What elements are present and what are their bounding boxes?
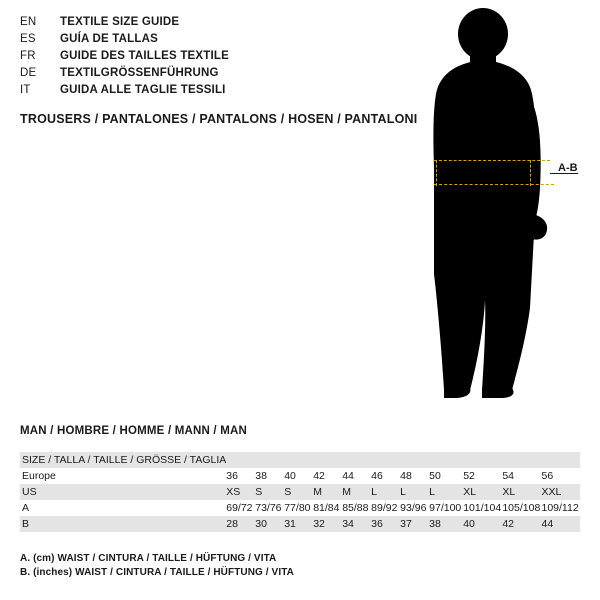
cell: 85/88 <box>342 502 369 514</box>
cell: XL <box>463 486 477 498</box>
cell: 36 <box>371 518 383 530</box>
waist-measure-tick-right <box>530 160 531 186</box>
cell <box>400 452 429 468</box>
cell: 50 <box>429 470 441 482</box>
table-row <box>20 516 580 532</box>
cell: 109/112 <box>541 502 579 514</box>
cell: 97/100 <box>429 502 462 514</box>
cell: 105/108 <box>502 502 541 514</box>
waist-measure-label: A-B <box>558 162 578 174</box>
footnotes <box>20 552 294 580</box>
cell: 37 <box>400 518 412 530</box>
cell: 34 <box>342 518 354 530</box>
cell: 52 <box>463 470 475 482</box>
cell: L <box>429 486 435 498</box>
cell: 93/96 <box>400 502 427 514</box>
language-text: TEXTILE SIZE GUIDE <box>60 16 180 28</box>
cell: 48 <box>400 470 412 482</box>
figure-illustration <box>400 8 600 408</box>
cell: L <box>400 486 406 498</box>
cell: 44 <box>342 470 354 482</box>
cell: 38 <box>429 518 441 530</box>
language-code: DE <box>20 67 37 79</box>
cell <box>284 452 313 468</box>
cell <box>255 452 284 468</box>
waist-measure-line-lower <box>434 184 554 185</box>
language-text: GUIDE DES TAILLES TEXTILE <box>60 50 229 62</box>
cell: 28 <box>226 518 238 530</box>
trousers-section-title: TROUSERS / PANTALONES / PANTALONS / HOSEN / PANTALONI <box>20 112 418 126</box>
language-code: EN <box>20 16 37 28</box>
cell: 44 <box>541 518 554 530</box>
cell: 69/72 <box>226 502 253 514</box>
cell: 30 <box>255 518 267 530</box>
cell <box>429 452 463 468</box>
waist-measure-tick-left <box>436 160 437 186</box>
cell <box>342 452 371 468</box>
man-silhouette-icon <box>400 8 600 408</box>
language-row <box>20 16 380 33</box>
cell: 32 <box>313 518 325 530</box>
cell: XL <box>502 486 516 498</box>
language-row <box>20 33 380 50</box>
language-row <box>20 50 380 67</box>
footnote-b: B. (inches) WAIST / CINTURA / TAILLE / HÜFTUNG / VITA <box>20 567 294 578</box>
cell: M <box>313 486 322 498</box>
language-header-block <box>20 16 380 101</box>
cell <box>463 452 502 468</box>
cell: XS <box>226 486 241 498</box>
table-row <box>20 468 580 484</box>
waist-measure-line <box>434 160 550 161</box>
row-label: US <box>22 486 37 498</box>
cell <box>541 452 580 468</box>
language-text: GUÍA DE TALLAS <box>60 33 158 45</box>
cell: 56 <box>541 470 554 482</box>
cell: 42 <box>502 518 515 530</box>
language-row <box>20 84 380 101</box>
cell: L <box>371 486 378 498</box>
cell: 101/104 <box>463 502 502 514</box>
cell: 42 <box>313 470 325 482</box>
cell: M <box>342 486 351 498</box>
cell <box>313 452 342 468</box>
cell <box>371 452 400 468</box>
table-row <box>20 500 580 516</box>
cell <box>226 452 255 468</box>
language-code: ES <box>20 33 36 45</box>
cell: 77/80 <box>284 502 311 514</box>
language-text: GUIDA ALLE TAGLIE TESSILI <box>60 84 226 96</box>
cell: 81/84 <box>313 502 340 514</box>
cell: 40 <box>284 470 296 482</box>
cell: 40 <box>463 518 475 530</box>
cell: XXL <box>541 486 562 498</box>
row-label: A <box>22 502 30 514</box>
cell: 73/76 <box>255 502 282 514</box>
cell: 31 <box>284 518 296 530</box>
cell <box>502 452 541 468</box>
footnote-a: A. (cm) WAIST / CINTURA / TAILLE / HÜFTUNG / VITA <box>20 553 277 564</box>
cell: S <box>284 486 292 498</box>
language-code: IT <box>20 84 31 96</box>
cell: 89/92 <box>371 502 398 514</box>
table-row <box>20 484 580 500</box>
cell: 38 <box>255 470 267 482</box>
cell: 36 <box>226 470 238 482</box>
table-row <box>20 452 580 468</box>
row-label: Europe <box>22 470 56 482</box>
cell: 54 <box>502 470 515 482</box>
cell: S <box>255 486 263 498</box>
size-table <box>20 452 580 532</box>
row-label: B <box>22 518 30 530</box>
row-label: SIZE / TALLA / TAILLE / GRÖSSE / TAGLIA <box>22 454 227 466</box>
language-row <box>20 67 380 84</box>
language-code: FR <box>20 50 36 62</box>
cell: 46 <box>371 470 383 482</box>
man-section-title: MAN / HOMBRE / HOMME / MANN / MAN <box>20 425 248 437</box>
language-text: TEXTILGRÖSSENFÜHRUNG <box>60 67 219 79</box>
